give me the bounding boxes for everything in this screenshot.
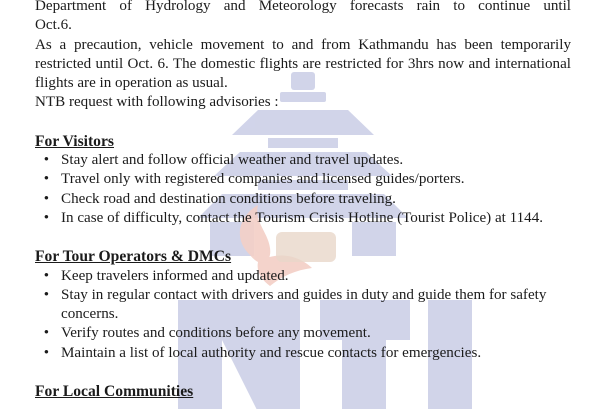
list-item: • Check road and destination conditions before traveling. <box>35 190 571 209</box>
section-heading-tour-operators: For Tour Operators & DMCs <box>35 248 232 266</box>
list-item: • Keep travelers informed and updated. <box>35 267 571 286</box>
list-item: • Stay in regular contact with drivers and guides in duty and guide them for safety concerns. <box>35 286 571 325</box>
list-item: • Maintain a list of local authority and rescue contacts for emergencies. <box>35 344 571 363</box>
section-heading-local-communities: For Local Communities <box>35 383 194 401</box>
intro-request: NTB request with following advisories : <box>35 94 279 111</box>
section-heading-visitors: For Visitors <box>35 132 114 150</box>
intro-forecast-line: Department of Hydrology and Meteorology forecasts rain to continue until <box>35 0 571 14</box>
advisory-document <box>35 0 571 401</box>
intro-precaution: As a precaution, vehicle movement to and from Kathmandu has been temporarily restricted until Oct. 6. The domestic flights are restricted for 3hrs now and international flights are in operation as usual. <box>35 36 571 92</box>
visitors-advisory-list <box>35 151 571 228</box>
list-item: • In case of difficulty, contact the Tourism Crisis Hotline (Tourist Police) at 1144. <box>35 209 571 228</box>
intro-forecast-date: Oct.6. <box>35 17 72 34</box>
list-item: • Verify routes and conditions before any movement. <box>35 324 571 343</box>
list-item: • Stay alert and follow official weather and travel updates. <box>35 151 571 170</box>
list-item: • Travel only with registered companies and licensed guides/porters. <box>35 170 571 189</box>
operators-advisory-list <box>35 267 571 363</box>
